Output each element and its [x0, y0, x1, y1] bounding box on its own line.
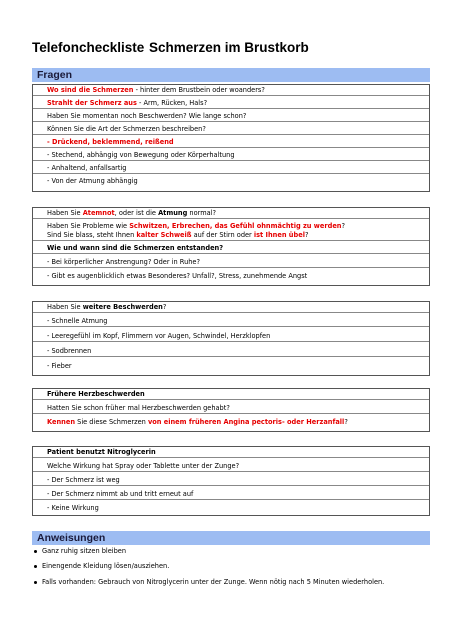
question-row: - Fieber	[47, 362, 72, 370]
question-emphasis: Kennen	[47, 418, 76, 426]
question-row	[33, 303, 429, 313]
question-text: ?	[162, 303, 167, 311]
instruction-text: Falls vorhanden: Gebrauch von Nitroglycerin unter der Zunge. Wenn nötig nach 5 Minuten wiederholen.	[42, 578, 385, 586]
instruction-text: Ganz ruhig sitzen bleiben	[42, 547, 127, 555]
question-emphasis: kalter Schweiß	[136, 230, 192, 239]
question-row: - Der Schmerz nimmt ab und tritt erneut auf	[33, 490, 429, 500]
question-text: ?	[344, 418, 348, 426]
question-block-2	[32, 207, 430, 286]
question-row: Welche Wirkung hat Spray oder Tablette unter der Zunge?	[33, 462, 429, 472]
question-text: Sie diese Schmerzen	[75, 418, 148, 426]
instruction-text: Einengende Kleidung lösen/ausziehen.	[42, 562, 170, 570]
question-emphasis: Atmung	[158, 209, 188, 217]
bullet-icon	[34, 550, 37, 553]
question-row: - Drückend, beklemmend, reißend	[33, 138, 429, 148]
page-title	[32, 40, 309, 55]
question-row	[33, 99, 429, 109]
title-right: Schmerzen im Brustkorb	[149, 40, 309, 55]
question-text: auf der Stirn oder	[191, 230, 254, 239]
question-row: - Von der Atmung abhängig	[47, 177, 138, 185]
bullet-icon	[34, 581, 37, 584]
question-row: - Der Schmerz ist weg	[33, 476, 429, 486]
question-block-5	[32, 446, 430, 516]
question-row: Können Sie die Art der Schmerzen beschreiben?	[33, 125, 429, 135]
question-row: - Anhaltend, anfallsartig	[33, 164, 429, 174]
question-emphasis: ist Ihnen übel	[253, 230, 305, 239]
question-emphasis: Schwitzen, Erbrechen, das Gefühl ohnmächtig zu werden	[129, 222, 342, 230]
question-row: - Leeregefühl im Kopf, Flimmern vor Augen, Schwindel, Herzklopfen	[33, 332, 429, 342]
question-block-3	[32, 301, 430, 376]
question-text: normal?	[187, 209, 217, 217]
section-header-anweisungen: Anweisungen	[32, 531, 430, 545]
question-text: Haben Sie Probleme wie	[47, 222, 130, 230]
question-row	[33, 418, 429, 427]
question-row: - Keine Wirkung	[47, 504, 99, 512]
question-row	[33, 209, 429, 219]
question-row: - Stechend, abhängig von Bewegung oder Körperhaltung	[33, 151, 429, 161]
question-row: Frühere Herzbeschwerden	[33, 390, 429, 400]
question-text: Sind Sie blass, steht Ihnen	[47, 230, 137, 239]
question-text: , oder ist die	[114, 209, 159, 217]
question-row: - Bei körperlicher Anstrengung? Oder in Ruhe?	[33, 258, 429, 268]
section-header-fragen: Fragen	[32, 68, 430, 82]
question-emphasis: weitere Beschwerden	[82, 303, 163, 311]
question-emphasis: von einem früheren Angina pectoris- oder Herzanfall	[147, 418, 345, 426]
question-row: - Gibt es augenblicklich etwas Besonderes? Unfall?, Stress, zunehmende Angst	[47, 272, 308, 280]
title-left: Telefoncheckliste	[32, 40, 145, 55]
question-text: ?	[341, 222, 346, 230]
question-emphasis: Wo sind die Schmerzen	[47, 86, 134, 94]
question-text: ?	[304, 230, 309, 239]
question-block-1	[32, 84, 430, 192]
question-text: Haben Sie	[47, 303, 83, 311]
question-row: Hatten Sie schon früher mal Herzbeschwerden gehabt?	[33, 404, 429, 414]
question-text: - Arm, Rücken, Hals?	[136, 99, 208, 107]
question-row: Patient benutzt Nitroglycerin	[33, 448, 429, 458]
question-emphasis: Atemnot	[82, 209, 115, 217]
question-row	[33, 86, 429, 96]
question-row: Haben Sie momentan noch Beschwerden? Wie lange schon?	[33, 112, 429, 122]
question-row: Wie und wann sind die Schmerzen entstanden?	[33, 244, 429, 254]
question-emphasis: Strahlt der Schmerz aus	[47, 99, 137, 107]
question-row: - Schnelle Atmung	[33, 317, 429, 327]
question-row	[33, 222, 429, 241]
question-block-4	[32, 388, 430, 432]
question-text: - hinter dem Brustbein oder woanders?	[133, 86, 265, 94]
question-text: Haben Sie	[47, 209, 83, 217]
bullet-icon	[34, 565, 37, 568]
question-row: - Sodbrennen	[33, 347, 429, 357]
